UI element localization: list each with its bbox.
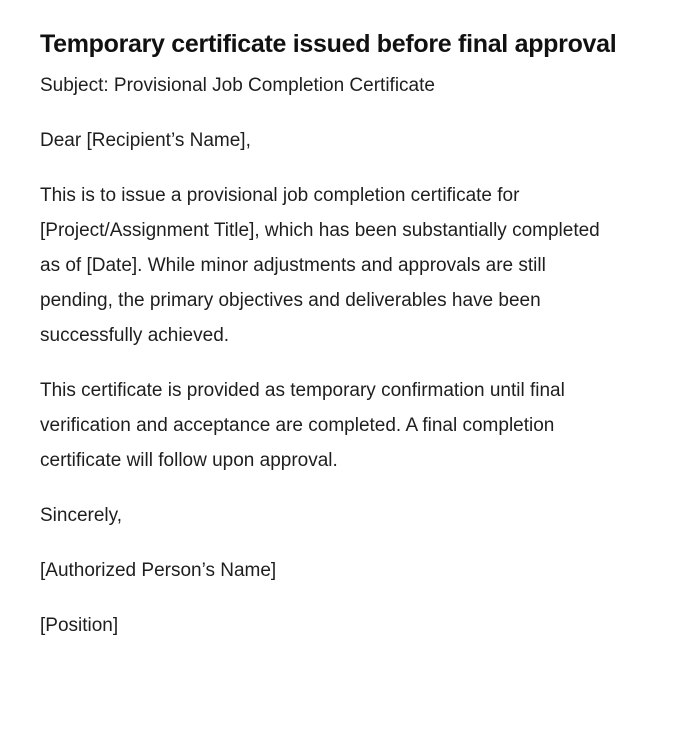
subject-line: Subject: Provisional Job Completion Certificate xyxy=(40,75,435,96)
salutation: Dear [Recipient’s Name], xyxy=(40,130,251,151)
closing-line: Sincerely, xyxy=(40,505,123,526)
body-paragraph-2: This certificate is provided as temporary confirmation until final verification and acceptance are completed. A final completion certificate will follow upon approval. xyxy=(40,380,565,471)
body-paragraph-1: This is to issue a provisional job completion certificate for [Project/Assignment Title], which has been substantially completed as of [Date]. While minor adjustments and approvals are still pending, the primary objectives and deliverables have been successfully achieved. xyxy=(40,185,600,346)
signatory-position: [Position] xyxy=(40,615,119,636)
document-title: Temporary certificate issued before final approval xyxy=(40,30,617,58)
signatory-name: [Authorized Person’s Name] xyxy=(40,560,277,581)
